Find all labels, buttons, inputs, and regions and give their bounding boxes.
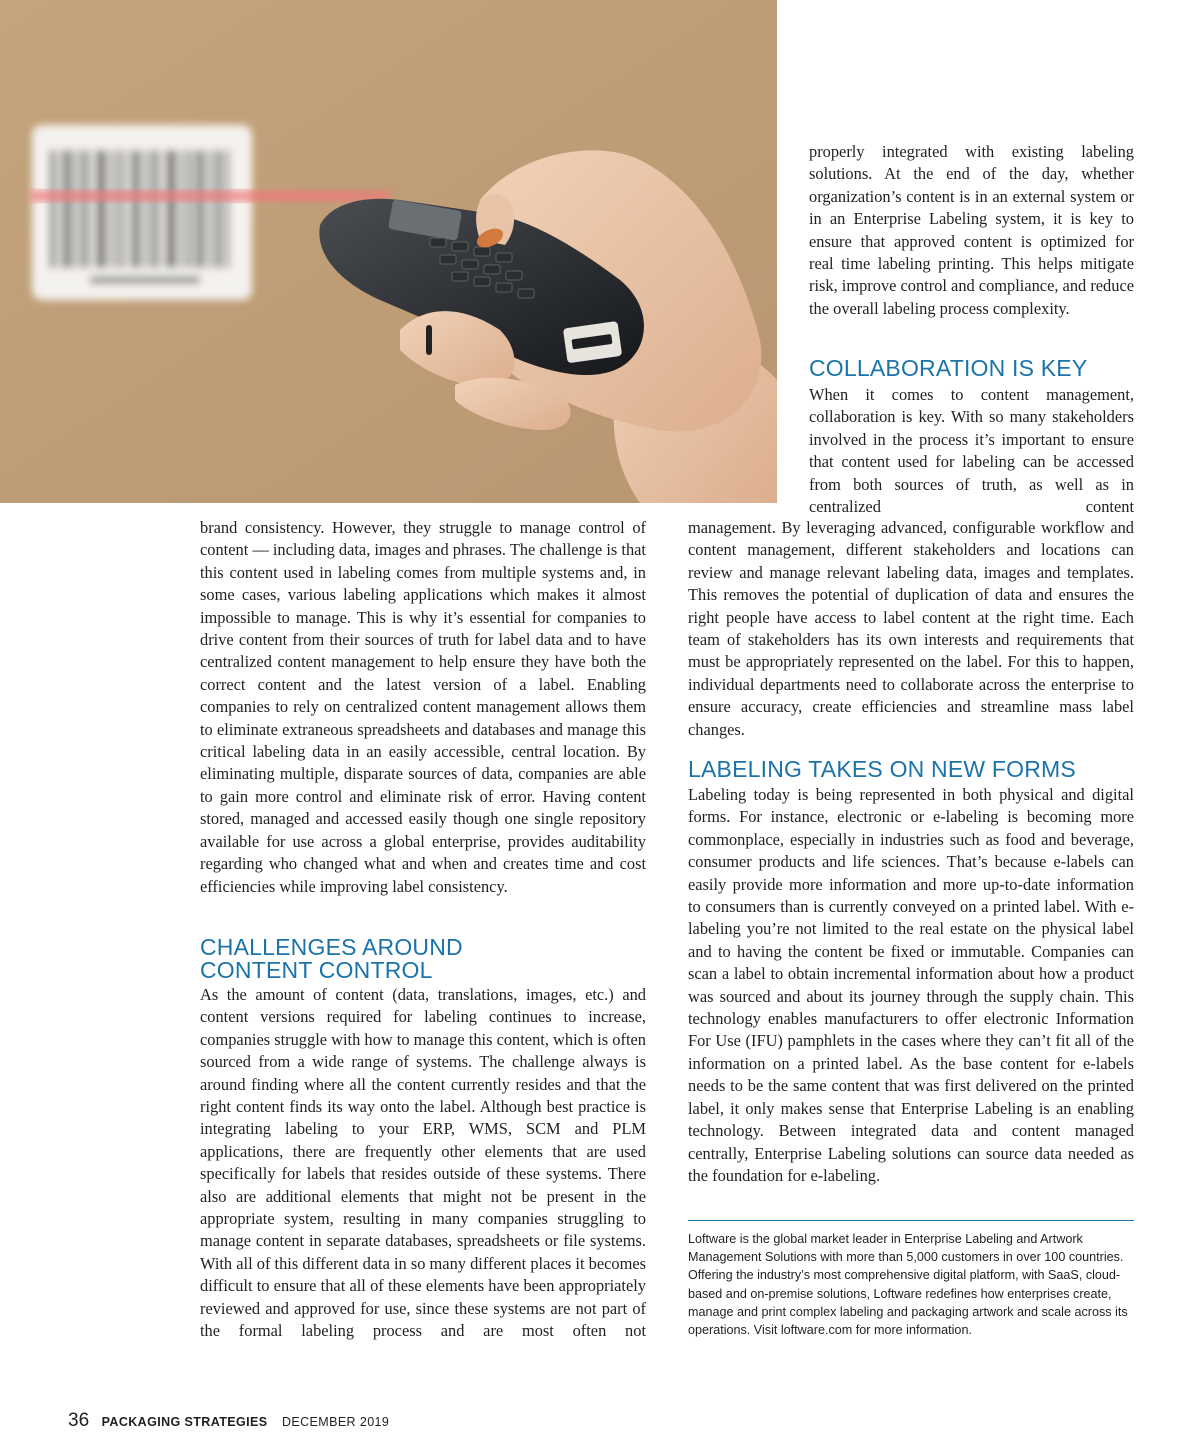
publication-name: PACKAGING STRATEGIES	[101, 1415, 268, 1429]
barcode-scanner-photo	[0, 0, 777, 503]
issue-date: DECEMBER 2019	[281, 1415, 390, 1429]
new-forms-text	[688, 784, 1134, 1187]
paragraph: Labeling today is being represented in both physical and digital forms. For instance, electronic or e-labeling is becoming more commonplace, especially in industries such as food and beverage, consumer products and life sciences. That’s because e-labels can easily provide more information and more up-to-date information to consumers than is currently conveyed on a printed label. With e-labeling you’re not limited to the real estate on the physical label and to having the content be fixed or immutable. Companies can scan a label to obtain incremental information about how a product was sourced and about its journey through the supply chain. This technology enables manufacturers to offer electronic Information For Use (IFU) pamphlets in the cases where they can’t fit all of the information on a printed label. As the base content for e-labels needs to be the same content that was first delivered on the printed label, it only makes sense that Enterprise Labeling is an enabling technology. Between integrated data and content managed centrally, Enterprise Labeling solutions can source data needed as the foundation for e-labeling.	[688, 785, 1134, 1185]
collaboration-text-wide	[688, 517, 1134, 741]
left-intro-text	[200, 517, 646, 898]
challenges-text	[200, 984, 646, 1343]
paragraph: properly integrated with existing labeling solutions. At the end of the day, whether organization’s content is in an external system or in an Enterprise Labeling system, it is key to ensure that approved content is optimized for real time labeling printing. This helps mitigate risk, improve control and compliance, and reduce the overall labeling process complexity.	[809, 142, 1134, 318]
section-heading-challenges	[200, 936, 646, 982]
page-number: 36	[68, 1410, 90, 1431]
heading-line: CHALLENGES AROUND	[200, 934, 463, 960]
divider	[688, 1220, 1134, 1221]
section-heading-new-forms: LABELING TAKES ON NEW FORMS	[688, 756, 1076, 782]
heading-line: CONTENT CONTROL	[200, 957, 433, 983]
page-footer	[68, 1410, 389, 1434]
collaboration-text-narrow	[809, 384, 1134, 518]
paragraph: brand consistency. However, they struggle to manage control of content — including data, images and phrases. The challenge is that this content used in labeling comes from multiple systems and, in some cases, various labeling applications which makes it almost impossible to manage. This is why it’s essential for companies to drive content from their sources of truth for label data and to have centralized content management to help ensure they have both the correct content and the latest version of a label. Enabling companies to rely on centralized content management allows them to eliminate extraneous spreadsheets and databases and manage this critical labeling data in an easily accessible, central location. By eliminating multiple, disparate sources of data, companies are able to gain more control and eliminate risk of error. Having content stored, managed and accessed easily though one single repository available for use across a global enterprise, provides auditability regarding who changed what and when and creates time and cost efficiencies while improving label consistency.	[200, 518, 646, 896]
paragraph: management. By leveraging advanced, configurable workflow and content management, different stakeholders and locations can review and manage relevant labeling data, images and templates. This removes the potential of duplication of data and ensures the right people have access to label content at the right time. Each team of stakeholders has its own interests and requirements that must be appropriately represented on the label. For this to happen, individual departments need to collaborate across the enterprise to ensure accuracy, create efficiencies and streamline mass label changes.	[688, 518, 1134, 739]
section-heading-collaboration: COLLABORATION IS KEY	[809, 355, 1088, 381]
top-right-text-block	[809, 141, 1134, 320]
company-bio: Loftware is the global market leader in Enterprise Labeling and Artwork Management Solutions with more than 5,000 customers in over 100 countries. Offering the industry’s most comprehensive digital platform, with SaaS, cloud-based and on-premise solutions, Loftware redefines how enterprises create, manage and print complex labeling and packaging artwork and scale across its operations. Visit loftware.com for more information.	[688, 1232, 1128, 1338]
paragraph: As the amount of content (data, translations, images, etc.) and content versions required for labeling continues to increase, companies struggle with how to manage this content, which is often sourced from a wide range of systems. The challenge always is around finding where all the content currently resides and that the right content finds its way onto the label. Although best practice is integrating labeling to your ERP, WMS, SCM and PLM applications, there are frequently other elements that are used specifically for labels that resides outside of these systems. There also are additional elements that might not be present in the appropriate system, resulting in many companies struggling to manage content in separate databases, spreadsheets or file systems. With all of this different data in so many different places it becomes difficult to ensure that all of these elements have been appropriately reviewed and approved for use, since these systems are not part of the formal labeling process and are most often not	[200, 985, 646, 1341]
paragraph: When it comes to content management, collaboration is key. With so many stakeholders involved in the process it’s important to ensure that content used for labeling can be accessed from both sources of truth, as well as in centralized content	[809, 385, 1134, 517]
